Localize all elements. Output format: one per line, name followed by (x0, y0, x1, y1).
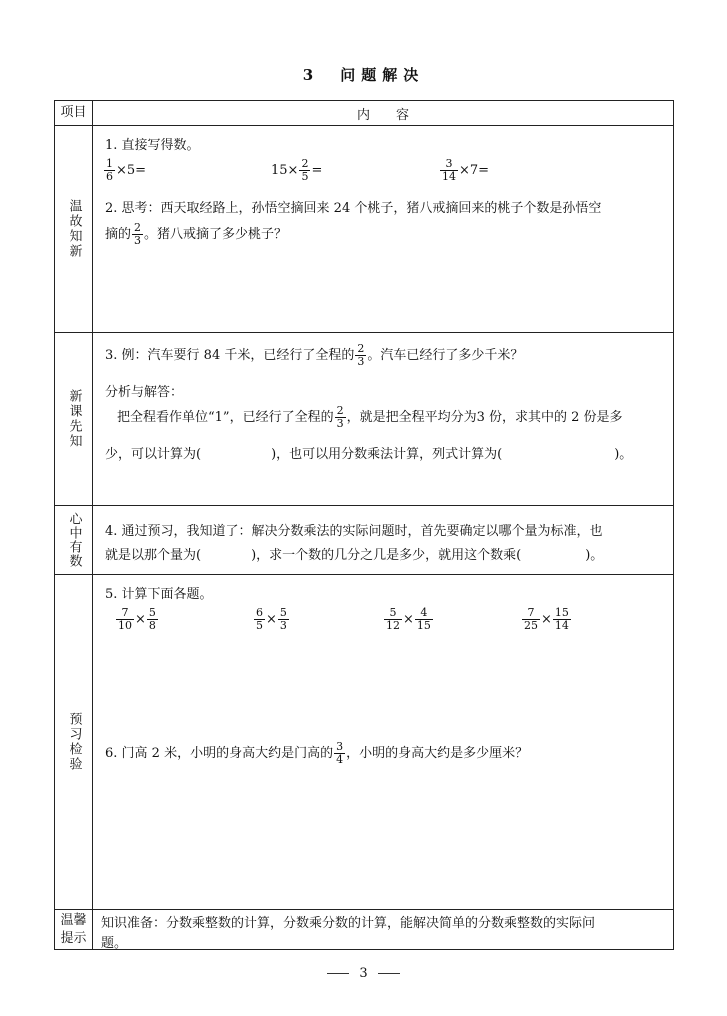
analysis-heading: 分析与解答： (105, 385, 184, 400)
worksheet-table (54, 100, 674, 950)
q1-text: 1. 直接写得数。 (105, 138, 200, 153)
tips-content (93, 910, 673, 949)
page-number-dash-right (378, 973, 400, 974)
mind-content (93, 506, 673, 574)
tips-line2: 题。 (101, 936, 128, 951)
check-content (93, 575, 673, 909)
calc-item: $\frac{1}{6}$ ×5= (106, 157, 147, 183)
review-content (93, 126, 673, 332)
preview-label: 新课先知 (55, 333, 93, 505)
calc-item: $\frac{3}{14}$ ×7= (442, 157, 490, 183)
page-number-dash-left (327, 973, 349, 974)
q5-text: 5. 计算下面各题。 (105, 587, 213, 602)
analysis-line1: 把全程看作单位“1”，已经行了全程的 $\frac{2}{3}$ ，就是把全程平均分为3 份，求其中的 2 份是多 (117, 404, 623, 430)
page-title: 3 问题解决 (302, 66, 425, 84)
q4-line2: 就是以那个量为( )，求一个数的几分之几是多少，就用这个数乘( )。 (105, 548, 604, 563)
q4-line1: 4. 通过预习，我知道了：解决分数乘法的实际问题时，首先要确定以哪个量为标准，也 (105, 524, 603, 539)
page-number (0, 966, 727, 981)
calc-item: $\frac{6}{5}$ × $\frac{5}{3}$ (256, 606, 287, 632)
calc-item: $\frac{7}{25}$ × $\frac{15}{14}$ (524, 606, 569, 632)
tips-label: 温馨提示 (55, 910, 93, 949)
table-header-row (55, 101, 673, 125)
mind-label: 心中有数 (55, 506, 93, 574)
preview-row (55, 332, 673, 505)
header-content-label: 内 容 (356, 107, 409, 123)
tips-row (55, 909, 673, 949)
q2-line1: 2. 思考：西天取经路上，孙悟空摘回来 24 个桃子，猪八戒摘回来的桃子个数是孙悟空 (105, 201, 602, 216)
calc-item: $\frac{5}{12}$ × $\frac{4}{15}$ (386, 606, 431, 632)
page-number-value: 3 (359, 966, 368, 981)
header-item-label: 项目 (55, 101, 93, 125)
q3-text: 3. 例：汽车要行 84 千米，已经行了全程的 $\frac{2}{3}$ 。汽车已经行了多少千米？ (105, 342, 524, 368)
check-label: 预习检验 (55, 575, 93, 909)
q6-text: 6. 门高 2 米，小明的身高大约是门高的 $\frac{3}{4}$ ，小明的身高大约是多少厘米？ (105, 740, 529, 766)
calc-item: $\frac{7}{10}$ × $\frac{5}{8}$ (118, 606, 156, 632)
check-row (55, 574, 673, 909)
mind-row (55, 505, 673, 574)
calc-item: 15× $\frac{2}{5}$ = (271, 157, 323, 183)
review-label: 温故知新 (55, 126, 93, 332)
analysis-line2: 少，可以计算为( )，也可以用分数乘法计算，列式计算为( )。 (105, 447, 633, 462)
tips-line1: 知识准备：分数乘整数的计算，分数乘分数的计算，能解决简单的分数乘整数的实际问 (101, 916, 596, 931)
q2-line2: 摘的 $\frac{2}{3}$ 。猪八戒摘了多少桃子？ (105, 221, 288, 247)
preview-content (93, 333, 673, 505)
review-row (55, 125, 673, 332)
